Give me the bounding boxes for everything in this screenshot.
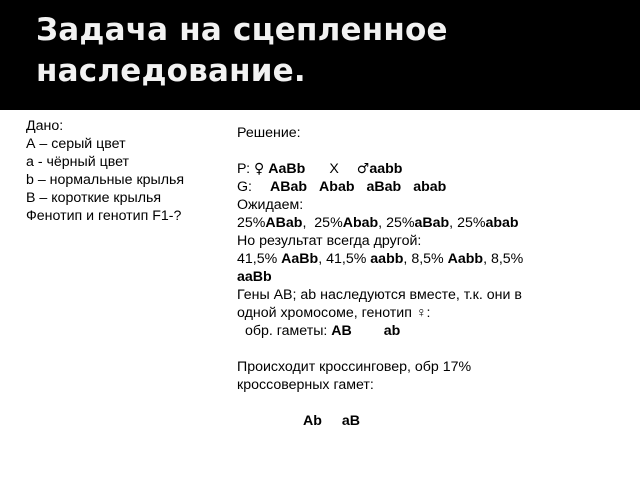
expected-pct: 25% (314, 215, 343, 231)
female-genotype: AaBb (268, 161, 306, 177)
gamete: aB (341, 413, 361, 429)
slide-title: Задача на сцепленное наследование. (36, 12, 448, 89)
gamete-types-label: обр. гаметы: (245, 323, 332, 339)
expected-genotype: Abab (342, 215, 379, 231)
female-symbol-icon: ♀ (254, 161, 265, 177)
given-heading: Дано: (26, 118, 64, 134)
result-pct: 41,5% (237, 251, 282, 267)
expected-pct: 25% (237, 215, 266, 231)
parents-line (237, 160, 617, 178)
gamete: Abab (319, 179, 355, 195)
given-section (26, 117, 226, 225)
crossover-gametes-line (237, 412, 617, 430)
result-line: 41,5% AaBb, 41,5% aabb, 8,5% Aabb, 8,5% (237, 251, 524, 267)
result-genotype: AaBb (281, 251, 319, 267)
gamete: aBab (366, 179, 402, 195)
cross-sign: X (329, 161, 339, 177)
expected-genotype: ABab (265, 215, 303, 231)
linked-genes-line: Гены АВ; аb наследуются вместе, т.к. они в (237, 287, 522, 303)
gamete: Ab (303, 413, 322, 429)
gamete: abab (413, 179, 447, 195)
gametes-prefix: G: (237, 179, 252, 195)
given-item-normal-wings: b – нормальные крылья (26, 172, 185, 188)
result-genotype: Aabb (447, 251, 484, 267)
result-pct: 41,5% (326, 251, 371, 267)
male-symbol-icon: ♂ (356, 161, 370, 177)
gamete: ABab (269, 179, 308, 195)
linked-genes-line: одной хромосоме, генотип ♀: (237, 305, 431, 321)
gametes-line (237, 178, 617, 196)
expected-genotype: abab (485, 215, 519, 231)
blank-line (237, 394, 617, 412)
expected-pct: 25% (386, 215, 415, 231)
solution-section (237, 124, 617, 430)
expected-genotype: aBab (414, 215, 450, 231)
gamete: AB (331, 323, 352, 339)
result-line-wrap (237, 268, 617, 286)
given-item-short-wings: В – короткие крылья (26, 190, 162, 206)
blank-line (237, 340, 617, 358)
expected-pct: 25% (457, 215, 486, 231)
expected-line: 25%ABab, 25%Abab, 25%aBab, 25%abab (237, 215, 519, 231)
male-genotype: aabb (369, 161, 403, 177)
result-genotype: aaBb (237, 269, 272, 285)
given-question: Фенотип и генотип F1-? (26, 208, 182, 224)
gamete: ab (383, 323, 401, 339)
crossing-over-line: кроссоверных гамет: (237, 377, 374, 393)
given-item-black-color: а - чёрный цвет (26, 154, 129, 170)
result-pct: 8,5% (411, 251, 448, 267)
blank-line (237, 142, 617, 160)
title-bar (0, 0, 640, 110)
result-label: Но результат всегда другой: (237, 233, 422, 249)
crossing-over-line: Происходит кроссинговер, обр 17% (237, 359, 472, 375)
gamete-types-line (237, 322, 617, 340)
expected-label: Ожидаем: (237, 197, 304, 213)
solution-heading: Решение: (237, 125, 301, 141)
result-genotype: aabb (370, 251, 404, 267)
parents-prefix: Р: (237, 161, 255, 177)
result-pct: 8,5% (490, 251, 524, 267)
given-item-gray-color: А – серый цвет (26, 136, 126, 152)
